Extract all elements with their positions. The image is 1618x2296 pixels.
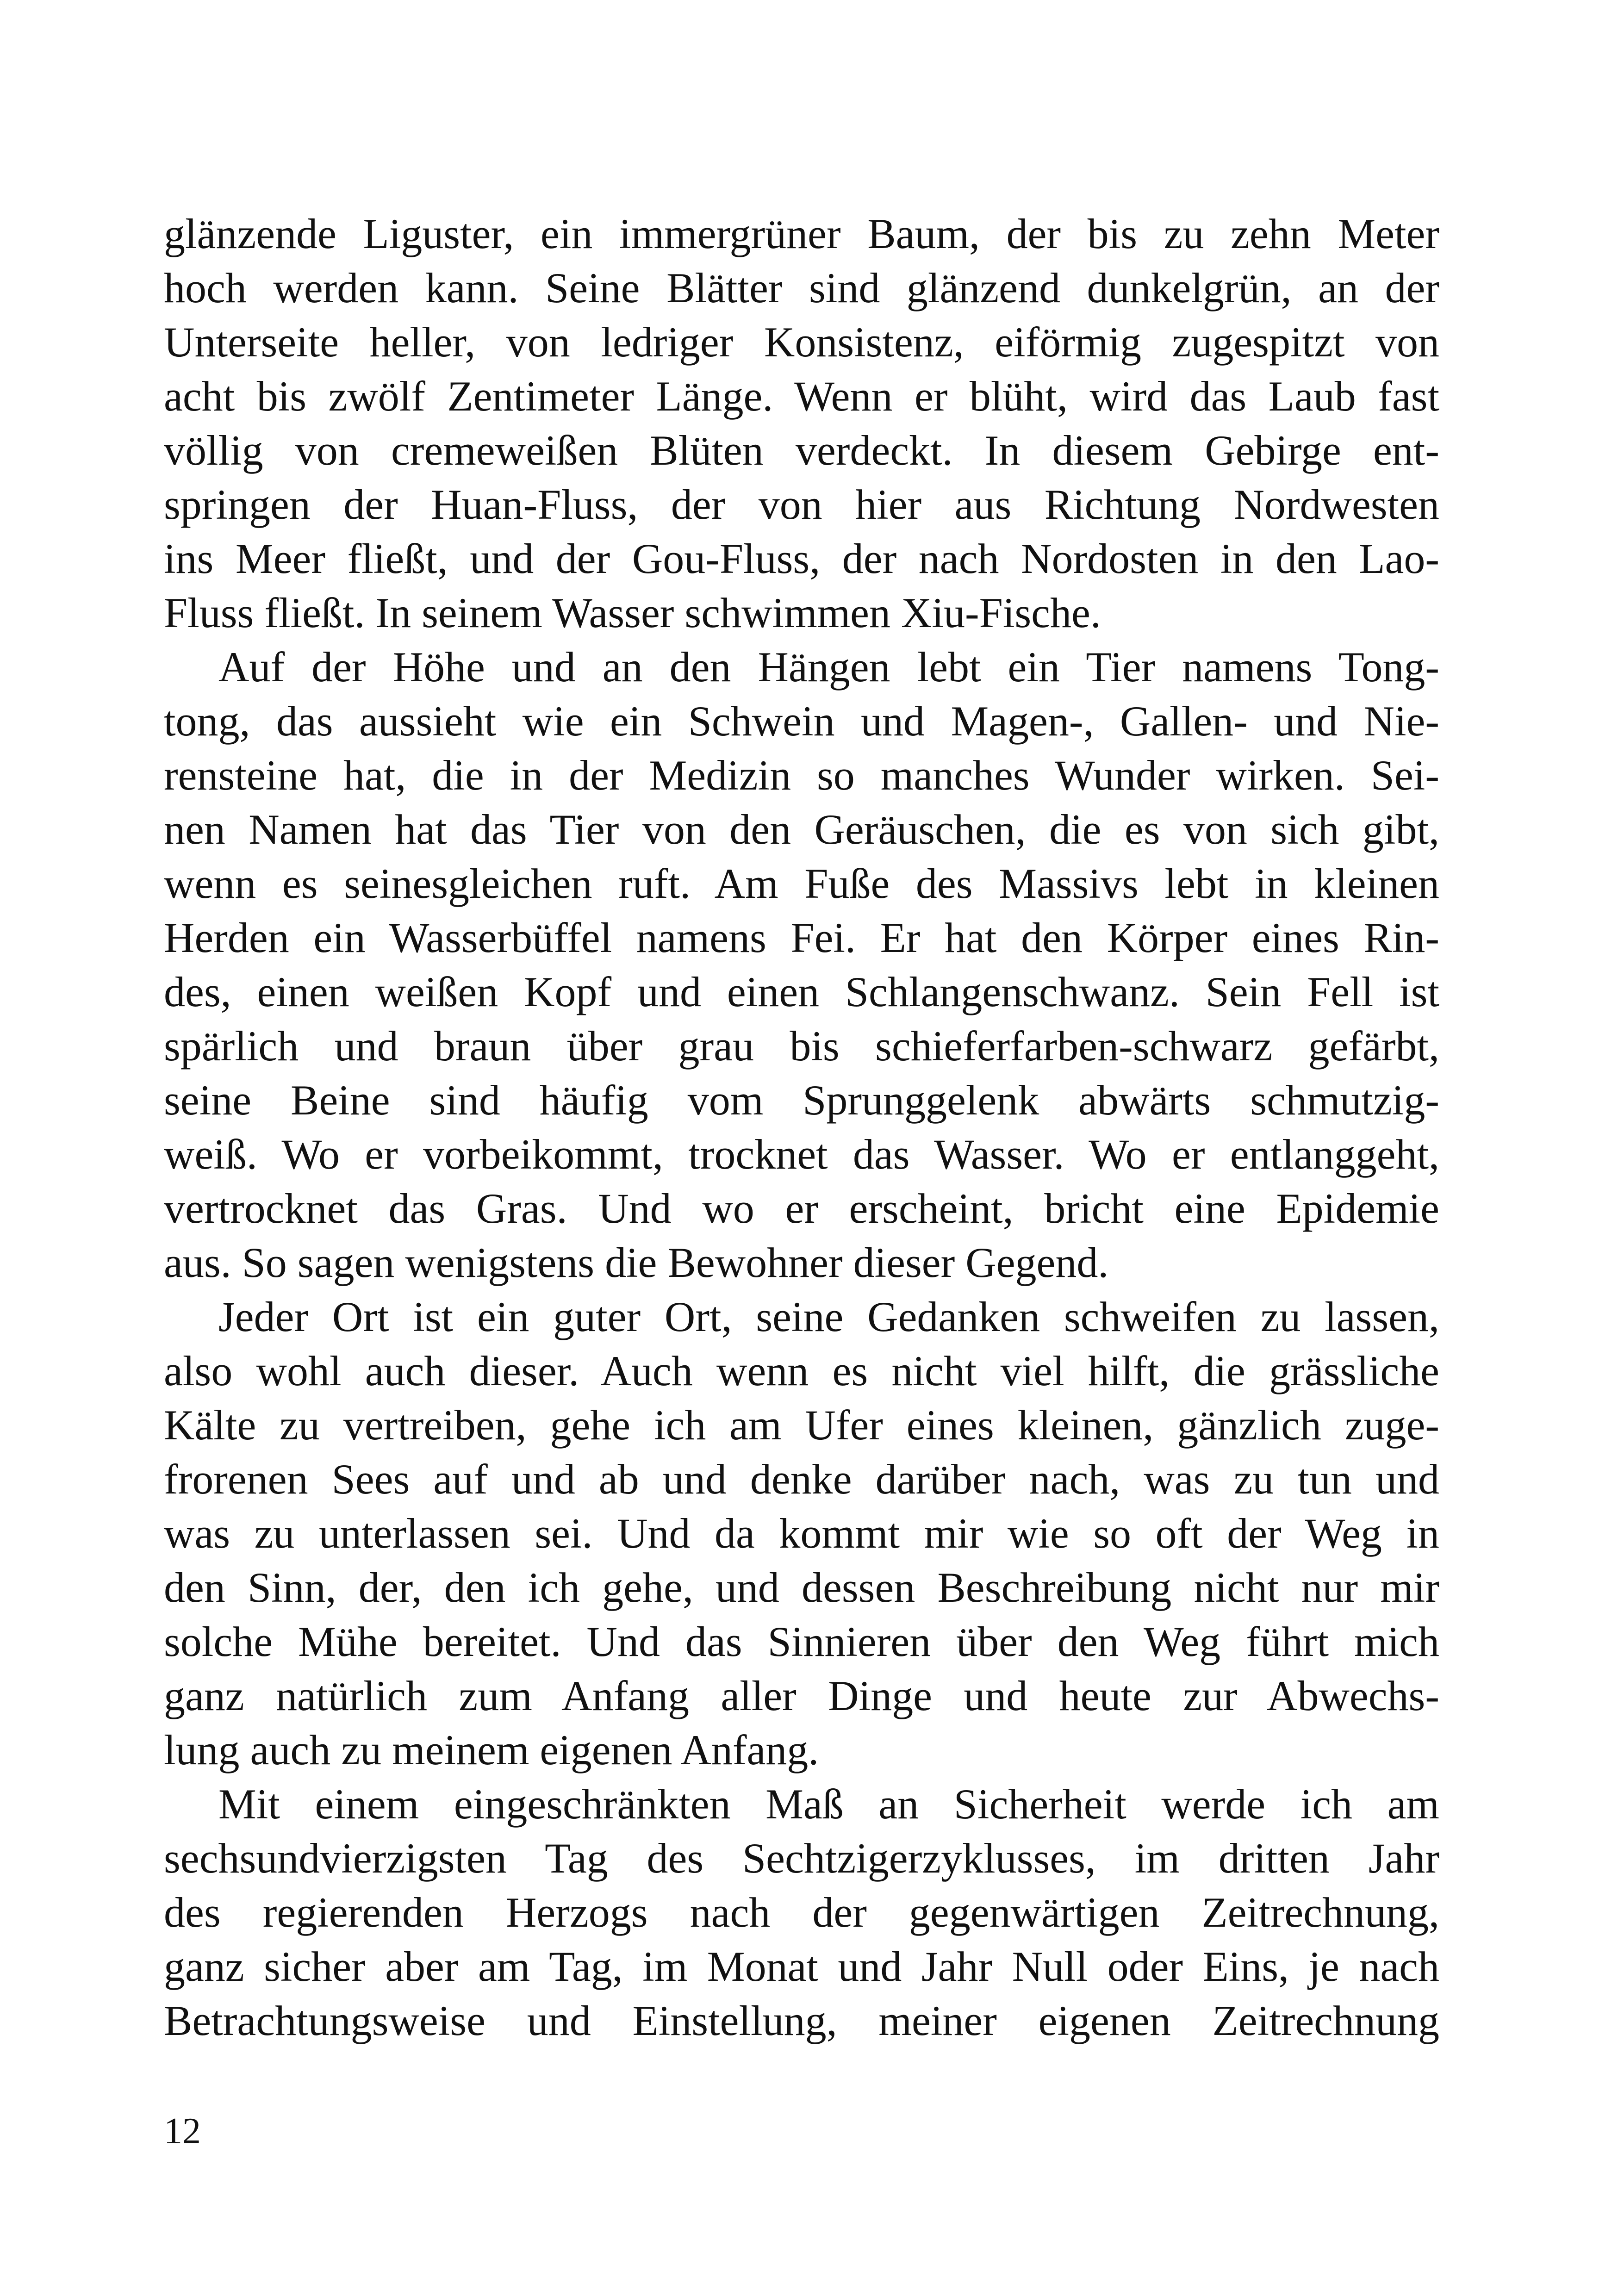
text-line: seine Beine sind häufig vom Sprunggelenk abwärts schmutzig- xyxy=(164,1076,1439,1124)
text-line: Unterseite heller, von ledriger Konsistenz, eiförmig zugespitzt von xyxy=(164,318,1439,366)
text-line: spärlich und braun über grau bis schieferfarben-schwarz gefärbt, xyxy=(164,1022,1439,1070)
text-line: springen der Huan-Fluss, der von hier aus Richtung Nordwesten xyxy=(164,481,1439,528)
text-line: acht bis zwölf Zentimeter Länge. Wenn er blüht, wird das Laub fast xyxy=(164,373,1439,420)
text-line: weiß. Wo er vorbeikommt, trocknet das Wasser. Wo er entlanggeht, xyxy=(164,1131,1439,1178)
text-line: wenn es seinesgleichen ruft. Am Fuße des Massivs lebt in kleinen xyxy=(164,860,1439,907)
page-number: 12 xyxy=(164,2111,201,2152)
text-line: Jeder Ort ist ein guter Ort, seine Gedanken schweifen zu lassen, xyxy=(218,1293,1439,1340)
text-line: aus. So sagen wenigstens die Bewohner dieser Gegend. xyxy=(164,1239,1109,1286)
text-line: also wohl auch dieser. Auch wenn es nicht viel hilft, die grässliche xyxy=(164,1347,1439,1394)
text-line: solche Mühe bereitet. Und das Sinnieren über den Weg führt mich xyxy=(164,1618,1439,1665)
text-line: lung auch zu meinem eigenen Anfang. xyxy=(164,1726,819,1773)
text-line: sechsundvierzigsten Tag des Sechtzigerzyklusses, im dritten Jahr xyxy=(164,1835,1439,1882)
text-line: was zu unterlassen sei. Und da kommt mir wie so oft der Weg in xyxy=(164,1510,1439,1557)
text-line: hoch werden kann. Seine Blätter sind glänzend dunkelgrün, an der xyxy=(164,264,1439,311)
text-line: Betrachtungsweise und Einstellung, meiner eigenen Zeitrechnung xyxy=(164,1997,1439,2044)
text-line: ins Meer fließt, und der Gou-Fluss, der nach Nordosten in den Lao- xyxy=(164,535,1439,582)
text-line: Herden ein Wasserbüffel namens Fei. Er hat den Körper eines Rin- xyxy=(164,914,1439,961)
text-line: rensteine hat, die in der Medizin so manches Wunder wirken. Sei- xyxy=(164,752,1439,799)
text-line: ganz natürlich zum Anfang aller Dinge und heute zur Abwechs- xyxy=(164,1672,1439,1719)
text-line: Mit einem eingeschränkten Maß an Sicherheit werde ich am xyxy=(218,1780,1439,1828)
text-line: Fluss fließt. In seinem Wasser schwimmen Xiu-Fische. xyxy=(164,589,1101,636)
text-line: Kälte zu vertreiben, gehe ich am Ufer eines kleinen, gänzlich zuge- xyxy=(164,1401,1439,1449)
text-line: des, einen weißen Kopf und einen Schlangenschwanz. Sein Fell ist xyxy=(164,968,1439,1015)
text-line: tong, das aussieht wie ein Schwein und Magen-, Gallen- und Nie- xyxy=(164,697,1439,745)
text-line: frorenen Sees auf und ab und denke darüber nach, was zu tun und xyxy=(164,1456,1439,1503)
text-line: nen Namen hat das Tier von den Geräuschen, die es von sich gibt, xyxy=(164,806,1439,853)
text-line: des regierenden Herzogs nach der gegenwärtigen Zeitrechnung, xyxy=(164,1889,1439,1936)
text-line: glänzende Liguster, ein immergrüner Baum, der bis zu zehn Meter xyxy=(164,210,1439,257)
text-line: völlig von cremeweißen Blüten verdeckt. In diesem Gebirge ent- xyxy=(164,427,1439,474)
text-line: Auf der Höhe und an den Hängen lebt ein Tier namens Tong- xyxy=(218,643,1439,691)
text-line: den Sinn, der, den ich gehe, und dessen Beschreibung nicht nur mir xyxy=(164,1564,1439,1611)
text-line: vertrocknet das Gras. Und wo er erscheint, bricht eine Epidemie xyxy=(164,1185,1439,1232)
text-line: ganz sicher aber am Tag, im Monat und Jahr Null oder Eins, je nach xyxy=(164,1943,1439,1990)
